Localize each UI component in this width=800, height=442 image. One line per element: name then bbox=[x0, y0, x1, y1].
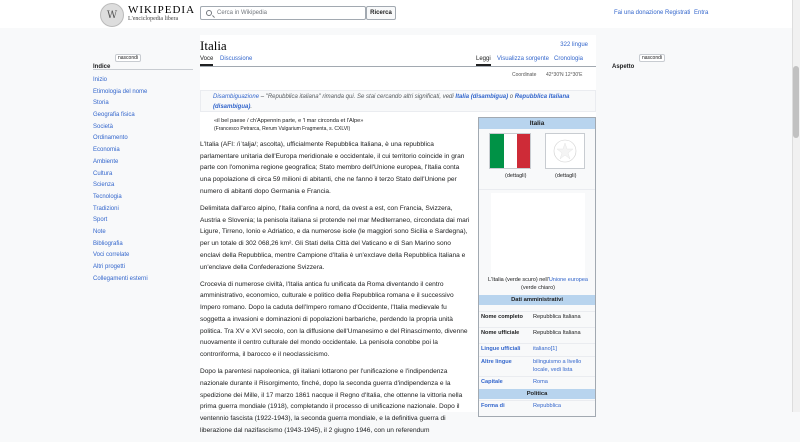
wikipedia-logo-icon[interactable] bbox=[100, 3, 124, 27]
infobox-key[interactable]: Forma di bbox=[481, 403, 505, 409]
logo-glyph: W bbox=[106, 9, 118, 21]
emblem-icon bbox=[546, 134, 584, 168]
paragraph: Dopo la parentesi napoleonica, gli italiani lottarono per l'unificazione e l'indipendenza nazionale durante il Risorgimento, finché, dopo la seconda guerra d'indipendenza e la spedizione dei Mille, il 17 marzo 1861 nacque il Regno d'Italia, che ottenne la vittoria nella prima guerra mondiale (1918), completando il processo di unificazione nazionale. Dopo il ventennio fascista (1922-1943), la seconda guerra mondiale, e la definitiva guerra di liberazione dal nazifascismo (1943-1945), il 2 giugno 1946, con un referendum bbox=[200, 368, 463, 434]
infobox-row bbox=[479, 311, 595, 327]
infobox-key: Nome completo bbox=[481, 314, 523, 320]
donate-link[interactable]: Fai una donazione bbox=[614, 10, 664, 16]
tab-discussione[interactable]: Discussione bbox=[220, 56, 253, 62]
tagline: L'enciclopedia libera bbox=[128, 16, 179, 22]
infobox-title: Italia bbox=[479, 118, 595, 129]
infobox-row bbox=[479, 356, 595, 376]
flag-image[interactable] bbox=[489, 133, 531, 169]
languages-button[interactable] bbox=[560, 42, 588, 48]
infobox bbox=[478, 117, 596, 417]
tab-cronologia[interactable]: Cronologia bbox=[554, 56, 584, 62]
epigraph-quote: «il bel paese / ch'Appennin parte, e 'l mar circonda et l'Alpe» bbox=[214, 118, 364, 124]
site-header bbox=[0, 0, 800, 28]
infobox-value[interactable]: italiano[1] bbox=[533, 346, 557, 352]
toc-item[interactable]: Cultura bbox=[93, 170, 113, 177]
toc-item[interactable]: Voci correlate bbox=[93, 252, 130, 259]
infobox-key[interactable]: Capitale bbox=[481, 379, 503, 385]
epigraph-source: (Francesco Petrarca, Rerum Vulgarium Fragmenta, s. CXLVI) bbox=[214, 126, 351, 132]
toc-item[interactable]: Sport bbox=[93, 217, 108, 224]
toc-item[interactable]: Economia bbox=[93, 147, 120, 154]
infobox-value: Repubblica Italiana bbox=[533, 330, 581, 336]
search-placeholder: Cerca in Wikipedia bbox=[217, 10, 268, 16]
table-of-contents bbox=[93, 55, 193, 285]
search-icon bbox=[206, 10, 212, 16]
languages-label: 322 lingue bbox=[560, 42, 588, 48]
toc-heading: Indice bbox=[93, 64, 111, 70]
toc-item[interactable]: Tradizioni bbox=[93, 205, 119, 212]
toc-item[interactable]: Ambiente bbox=[93, 158, 119, 165]
infobox-key[interactable]: Lingue ufficiali bbox=[481, 346, 521, 352]
toc-item[interactable]: Scienza bbox=[93, 182, 115, 189]
toc-item[interactable]: Note bbox=[93, 228, 106, 235]
appearance-heading: Aspetto bbox=[612, 64, 635, 70]
toc-list bbox=[93, 75, 193, 285]
map-caption bbox=[481, 276, 595, 292]
infobox-value[interactable]: Roma bbox=[533, 379, 548, 385]
toc-item[interactable]: Bibliografia bbox=[93, 240, 123, 247]
flag-details-link[interactable]: (dettagli) bbox=[505, 173, 527, 179]
hatnote-or: o bbox=[508, 94, 515, 100]
epigraph bbox=[214, 117, 484, 133]
caption-text-end: (verde chiaro) bbox=[521, 285, 555, 291]
appearance-hide-button[interactable]: nascondi bbox=[639, 54, 665, 62]
hatnote-end: . bbox=[250, 104, 253, 110]
tab-leggi[interactable]: Leggi bbox=[476, 56, 491, 66]
flag-white-band bbox=[504, 134, 517, 168]
infobox-value[interactable]: bilinguismo a livello locale, vedi lista bbox=[533, 359, 582, 373]
tab-voce[interactable]: Voce bbox=[200, 56, 213, 66]
scrollbar-thumb[interactable] bbox=[793, 66, 799, 138]
hatnote-link-2[interactable]: Repubblica Italiana (disambigua) bbox=[213, 94, 570, 110]
flag-green-band bbox=[490, 134, 504, 168]
caption-text: L'Italia (verde scuro) nell' bbox=[488, 277, 549, 283]
infobox-section-politics: Politica bbox=[479, 389, 595, 399]
tab-sorgente[interactable]: Visualizza sorgente bbox=[497, 56, 549, 62]
toc-item[interactable]: Geografia fisica bbox=[93, 112, 135, 119]
article-body bbox=[200, 139, 470, 442]
paragraph: Crocevia di numerose civiltà, l'Italia antica fu unificata da Roma diventando il centro amministrativo, economico, culturale e politico della Repubblica romana e il successivo Impero romano. Dopo la caduta dell'Impero romano d'Occidente, l'Italia medievale fu soggetta a invasioni e dominazioni di popolazioni barbariche, perdendo la propria unità politica. Tra XV e XVI secolo, con la diffusione dell'Umanesimo e del Rinascimento, divenne nuovamente il centro culturale del mondo occidentale. La penisola conobbe poi la controriforma, il barocco e il neoclassicismo. bbox=[200, 280, 468, 358]
toc-item[interactable]: Società bbox=[93, 123, 114, 130]
hatnote bbox=[200, 90, 596, 112]
coat-of-arms-image[interactable] bbox=[545, 133, 585, 169]
infobox-row bbox=[479, 327, 595, 343]
infobox-key: Nome ufficiale bbox=[481, 330, 520, 336]
infobox-images bbox=[479, 129, 595, 189]
hatnote-text: – "Repubblica italiana" rimanda qui. Se stai cercando altri significati, vedi bbox=[259, 94, 456, 100]
search-button[interactable]: Ricerca bbox=[366, 6, 396, 20]
paragraph: Delimitata dall'arco alpino, l'Italia confina a nord, da ovest a est, con Francia, Svizzera, Austria e Slovenia; la penisola italiana si protende nel mar Mediterraneo, circondata dai mari Ligure, Tirreno, Ionio e Adriatico, e da numerose isole (le maggiori sono Sicilia e Sardegna), per un totale di 302 068,26 km². Gli Stati della Città del Vaticano e di San Marino sono enclavi della Repubblica, mentre Campione d'Italia è un'exclave della Repubblica Italiana e un'enclave della Confederazione Svizzera. bbox=[200, 205, 470, 271]
toc-item[interactable]: Etimologia del nome bbox=[93, 88, 148, 95]
coordinates-label: Coordinate bbox=[512, 72, 537, 78]
infobox-value[interactable]: Repubblica bbox=[533, 403, 561, 409]
search-input[interactable] bbox=[200, 6, 366, 20]
toc-item[interactable]: Inizio bbox=[93, 77, 108, 83]
page-title: Italia bbox=[200, 38, 227, 53]
appearance-panel bbox=[612, 55, 672, 70]
register-link[interactable]: Registrati bbox=[665, 10, 691, 16]
login-link[interactable]: Entra bbox=[694, 10, 709, 16]
infobox-value: Repubblica Italiana bbox=[533, 314, 581, 320]
infobox-section-admin: Dati amministrativi bbox=[479, 295, 595, 305]
caption-eu-link[interactable]: Unione europea bbox=[548, 277, 588, 283]
locator-map-image[interactable] bbox=[491, 193, 585, 279]
toc-item[interactable]: Tecnologia bbox=[93, 193, 122, 200]
toc-item[interactable]: Collegamenti esterni bbox=[93, 275, 148, 282]
wordmark[interactable]: WIKIPEDIA bbox=[128, 4, 196, 16]
coordinates-value[interactable]: 42°30′N 12°30′E bbox=[546, 72, 583, 78]
infobox-map bbox=[479, 189, 595, 287]
toc-item[interactable]: Ordinamento bbox=[93, 135, 128, 142]
infobox-row bbox=[479, 400, 595, 416]
coat-details-link[interactable]: (dettagli) bbox=[555, 173, 577, 179]
toc-hide-button[interactable]: nascondi bbox=[115, 54, 141, 62]
scrollbar[interactable] bbox=[792, 0, 800, 412]
hatnote-disambig-link[interactable]: Disambiguazione bbox=[213, 94, 260, 100]
infobox-key[interactable]: Altre lingue bbox=[481, 359, 512, 365]
page-tabs bbox=[200, 56, 596, 67]
flag-red-band bbox=[517, 134, 530, 168]
infobox-row bbox=[479, 343, 595, 356]
infobox-row bbox=[479, 376, 595, 389]
hatnote-link-1[interactable]: Italia (disambigua) bbox=[455, 94, 509, 100]
main-content bbox=[200, 35, 596, 434]
paragraph: L'Italia (AFI: /iˈtalja/; ascolta), ufficialmente Repubblica Italiana, è una repubblica parlamentare unitaria dell'Europa meridionale e occidentale, il cui territorio coincide in gran parte con l'omonima regione geografica; Stato membro dell'Unione europea, l'Italia conta una popolazione di circa 59 milioni di abitanti, che ne fanno il terzo Stato dell'Unione per numero di abitanti dopo Germania e Francia. bbox=[200, 141, 465, 195]
toc-item[interactable]: Storia bbox=[93, 100, 109, 107]
toc-item[interactable]: Altri progetti bbox=[93, 264, 126, 270]
